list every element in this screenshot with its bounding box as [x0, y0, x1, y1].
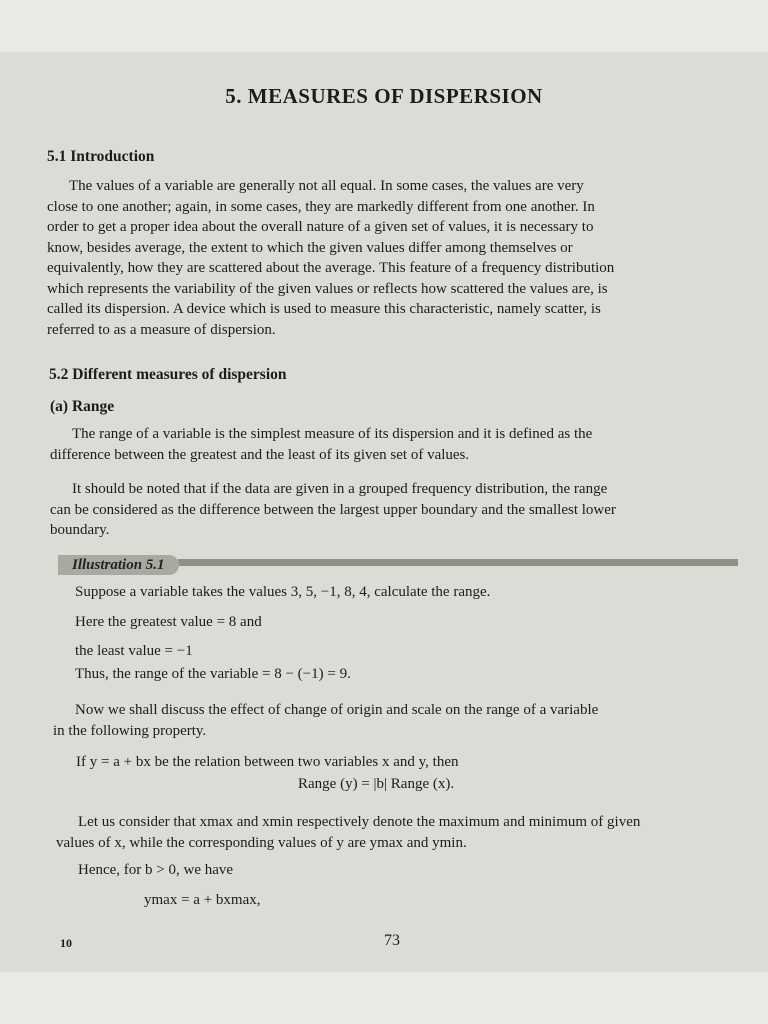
range-line: difference between the greatest and the least of its given set of values.	[50, 446, 470, 463]
range-definition-paragraph	[50, 424, 733, 465]
section-heading-measures: 5.2 Different measures of dispersion	[49, 366, 287, 383]
grouped-data-paragraph	[50, 479, 735, 541]
intro-line: called its dispersion. A device which is used to measure this characteristic, namely scatter, is	[47, 301, 601, 317]
intro-line: equivalently, how they are scattered about the average. This feature of a frequency distribution	[47, 260, 615, 276]
page	[0, 52, 768, 972]
intro-line: The values of a variable are generally not all equal. In some cases, the values are very	[69, 178, 584, 194]
intro-line: which represents the variability of the given values or reflects how scattered the values are, is	[47, 280, 608, 297]
illustration-banner	[58, 555, 738, 575]
property-line: in the following property.	[53, 722, 207, 739]
intro-line: know, besides average, the extent to which the given values differ among themselves or	[47, 239, 573, 256]
illustration-line: Here the greatest value = 8 and	[75, 614, 262, 630]
property-intro-paragraph	[53, 700, 743, 741]
footer-code: 10	[60, 936, 72, 950]
property-line: Now we shall discuss the effect of change of origin and scale on the range of a variable	[75, 702, 599, 718]
intro-line: close to one another; again, in some cases, they are markedly different from one another. In	[47, 198, 595, 215]
illustration-line: Suppose a variable takes the values 3, 5, −1, 8, 4, calculate the range.	[75, 584, 491, 600]
extremes-line: Let us consider that xmax and xmin respectively denote the maximum and minimum of given	[78, 814, 641, 830]
range-line: The range of a variable is the simplest measure of its dispersion and it is defined as the	[72, 426, 593, 442]
intro-line: order to get a proper idea about the overall nature of a given set of values, it is necessary to	[47, 219, 594, 235]
illustration-rule	[178, 559, 738, 566]
grouped-line: boundary.	[50, 522, 110, 538]
illustration-line: the least value = −1	[75, 643, 193, 659]
section-heading-introduction: 5.1 Introduction	[47, 148, 155, 165]
extremes-paragraph	[56, 812, 750, 853]
illustration-label: Illustration 5.1	[58, 555, 179, 575]
relation-line: If y = a + bx be the relation between two variables x and y, then	[76, 754, 459, 770]
illustration-line: Thus, the range of the variable = 8 − (−1) = 9.	[75, 666, 351, 682]
subheading-range: (a) Range	[50, 398, 115, 415]
page-title: 5. MEASURES OF DISPERSION	[225, 84, 543, 108]
grouped-line: It should be noted that if the data are given in a grouped frequency distribution, the range	[72, 481, 608, 497]
range-formula: Range (y) = |b| Range (x).	[298, 776, 455, 792]
extremes-line: values of x, while the corresponding values of y are ymax and ymin.	[56, 834, 467, 851]
hence-line: Hence, for b > 0, we have	[78, 862, 234, 878]
ymax-equation: ymax = a + bxmax,	[144, 892, 261, 908]
intro-line: referred to as a measure of dispersion.	[47, 321, 276, 338]
grouped-line: can be considered as the difference between the largest upper boundary and the smallest lower	[50, 501, 616, 518]
intro-paragraph	[47, 176, 733, 340]
page-number: 73	[384, 932, 400, 949]
